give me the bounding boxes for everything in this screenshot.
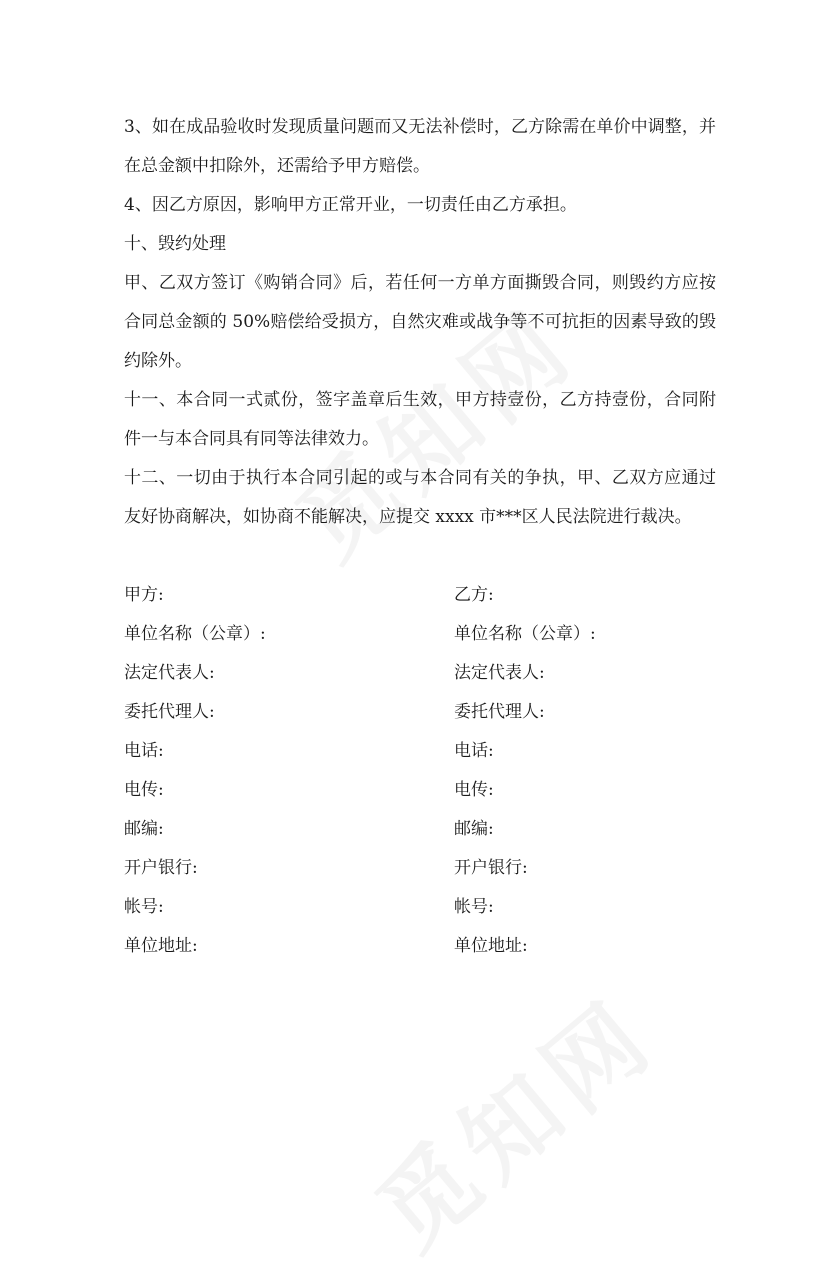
sig-row-fax xyxy=(124,771,724,810)
party-b-unit-name-label: 单位名称（公章）: xyxy=(454,624,596,644)
party-b-agent-label: 委托代理人: xyxy=(454,702,545,722)
party-b-address-label: 单位地址: xyxy=(454,936,528,956)
party-b-phone-label: 电话: xyxy=(454,741,494,761)
sig-row-address xyxy=(124,927,724,966)
party-b-fax-label: 电传: xyxy=(454,780,494,800)
clause-11-copies: 十一、本合同一式贰份，签字盖章后生效，甲方持壹份，乙方持壹份，合同附件一与本合同具有同等法律效力。 xyxy=(124,390,716,449)
sig-row-unit-name xyxy=(124,615,724,654)
breach-clause: 甲、乙双方签订《购销合同》后，若任何一方单方面撕毁合同，则毁约方应按合同总金额的 50%赔偿给受损方，自然灾难或战争等不可抗拒的因素导致的毁约除外。 xyxy=(124,273,716,371)
party-b-title: 乙方: xyxy=(454,585,494,605)
party-a-agent-label: 委托代理人: xyxy=(124,702,215,722)
party-a-account-label: 帐号: xyxy=(124,897,164,917)
sig-row-bank xyxy=(124,849,724,888)
watermark xyxy=(344,962,680,1275)
section-heading-breach: 十、毁约处理 xyxy=(124,234,226,254)
signature-block xyxy=(124,576,724,966)
sig-row-agent xyxy=(124,693,724,732)
contract-body xyxy=(124,108,716,537)
party-a-bank-label: 开户银行: xyxy=(124,858,198,878)
clause-3-quality-compensation: 3、如在成品验收时发现质量问题而又无法补偿时，乙方除需在单价中调整，并在总金额中扣除外，还需给予甲方赔偿。 xyxy=(124,117,716,176)
party-a-unit-name-label: 单位名称（公章）: xyxy=(124,624,266,644)
party-a-legal-rep-label: 法定代表人: xyxy=(124,663,215,683)
party-a-postcode-label: 邮编: xyxy=(124,819,164,839)
party-a-address-label: 单位地址: xyxy=(124,936,198,956)
sig-row-account xyxy=(124,888,724,927)
party-a-phone-label: 电话: xyxy=(124,741,164,761)
party-a-title: 甲方: xyxy=(124,585,164,605)
party-b-account-label: 帐号: xyxy=(454,897,494,917)
clause-12-dispute: 十二、一切由于执行本合同引起的或与本合同有关的争执，甲、乙双方应通过友好协商解决，如协商不能解决，应提交 xxxx 市***区人民法院进行裁决。 xyxy=(124,468,716,527)
clause-4-opening-liability: 4、因乙方原因，影响甲方正常开业，一切责任由乙方承担。 xyxy=(124,195,577,215)
sig-row-title xyxy=(124,576,724,615)
party-b-legal-rep-label: 法定代表人: xyxy=(454,663,545,683)
sig-row-postcode xyxy=(124,810,724,849)
party-b-bank-label: 开户银行: xyxy=(454,858,528,878)
party-b-postcode-label: 邮编: xyxy=(454,819,494,839)
sig-row-phone xyxy=(124,732,724,771)
sig-row-legal-rep xyxy=(124,654,724,693)
party-a-fax-label: 电传: xyxy=(124,780,164,800)
